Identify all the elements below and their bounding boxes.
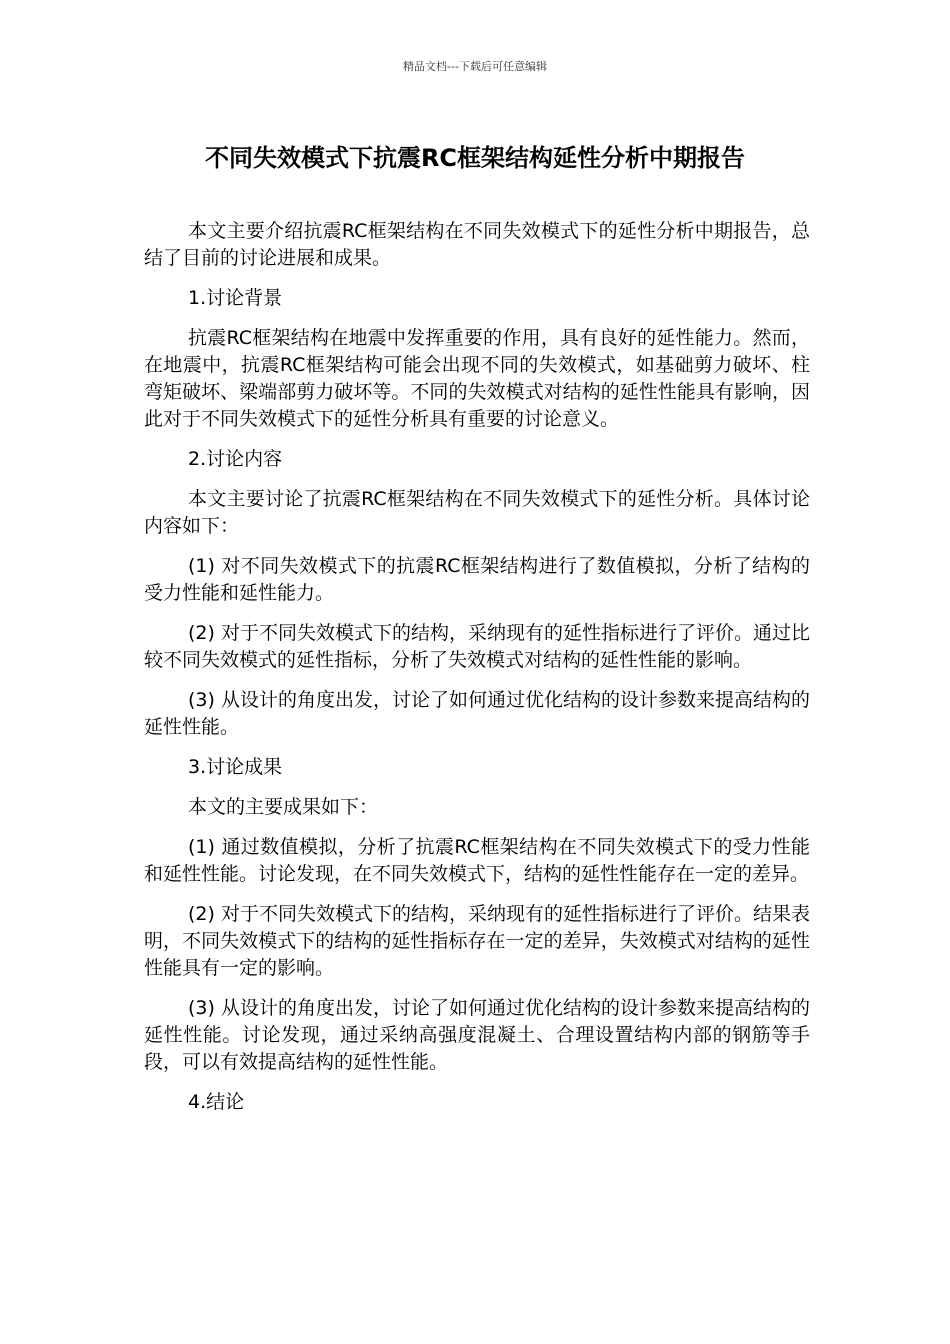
section-heading-content: 2.讨论内容 xyxy=(188,448,283,470)
section-heading-conclusion: 4.结论 xyxy=(188,1091,245,1113)
results-item-3: (3) 从设计的角度出发，讨论了如何通过优化结构的设计参数来提高结构的延性性能。讨论发现，通过采纳高强度混凝土、合理设置结构内部的钢筋等手段，可以有效提高结构的延性性能。 xyxy=(144,997,810,1073)
content-item-3: (3) 从设计的角度出发，讨论了如何通过优化结构的设计参数来提高结构的延性性能。 xyxy=(144,689,810,738)
content-intro-paragraph: 本文主要讨论了抗震RC框架结构在不同失效模式下的延性分析。具体讨论内容如下： xyxy=(144,488,810,537)
content-item-2: (2) 对于不同失效模式下的结构，采纳现有的延性指标进行了评价。通过比较不同失效模式的延性指标，分析了失效模式对结构的延性性能的影响。 xyxy=(144,622,810,671)
results-intro-paragraph: 本文的主要成果如下： xyxy=(188,796,379,818)
document-title: 不同失效模式下抗震RC框架结构延性分析中期报告 xyxy=(204,144,746,172)
content-item-1: (1) 对不同失效模式下的抗震RC框架结构进行了数值模拟，分析了结构的受力性能和延性能力。 xyxy=(144,555,810,604)
results-item-1: (1) 通过数值模拟，分析了抗震RC框架结构在不同失效模式下的受力性能和延性性能。讨论发现，在不同失效模式下，结构的延性性能存在一定的差异。 xyxy=(144,836,810,885)
document-body xyxy=(144,218,810,1129)
results-item-2: (2) 对于不同失效模式下的结构，采纳现有的延性指标进行了评价。结果表明，不同失效模式下的结构的延性指标存在一定的差异，失效模式对结构的延性性能具有一定的影响。 xyxy=(144,903,810,979)
section-heading-results: 3.讨论成果 xyxy=(188,756,283,778)
section-heading-background: 1.讨论背景 xyxy=(188,287,283,309)
intro-paragraph: 本文主要介绍抗震RC框架结构在不同失效模式下的延性分析中期报告，总结了目前的讨论进展和成果。 xyxy=(144,220,810,269)
header-note: 精品文档---下载后可任意编辑 xyxy=(403,60,547,73)
background-paragraph: 抗震RC框架结构在地震中发挥重要的作用，具有良好的延性能力。然而，在地震中，抗震RC框架结构可能会出现不同的失效模式，如基础剪力破坏、柱弯矩破坏、梁端部剪力破坏等。不同的失效模式对结构的延性性能具有影响，因此对于不同失效模式下的延性分析具有重要的讨论意义。 xyxy=(144,327,810,430)
